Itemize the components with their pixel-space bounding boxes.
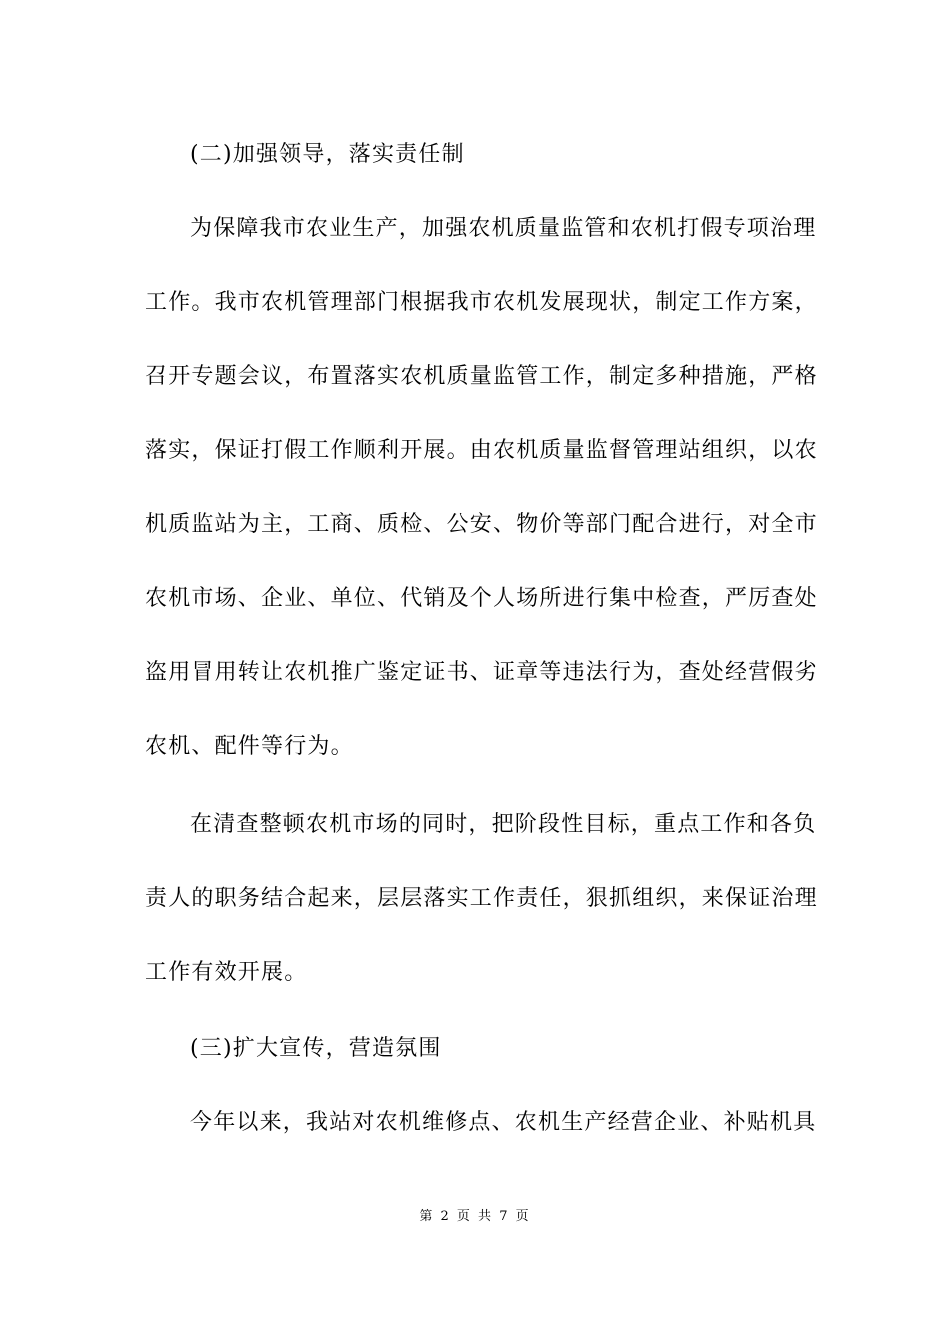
paragraph-1-line-1: 为保障我市农业生产，加强农机质量监管和农机打假专项治理 (190, 216, 817, 241)
section-heading-2: (二)加强领导，落实责任制 (190, 142, 465, 167)
paragraph-2-line-1: 在清查整顿农机市场的同时，把阶段性目标，重点工作和各负 (190, 812, 817, 837)
paragraph-1-line-4: 落实，保证打假工作顺利开展。由农机质量监督管理站组织，以农 (145, 438, 818, 463)
paragraph-1-line-6: 农机市场、企业、单位、代销及个人场所进行集中检查，严厉查处 (145, 586, 818, 611)
section-heading-3: (三)扩大宣传，营造氛围 (190, 1036, 442, 1061)
paragraph-1-line-8: 农机、配件等行为。 (145, 734, 354, 759)
paragraph-2-line-2: 责人的职务结合起来，层层落实工作责任，狠抓组织，来保证治理 (145, 886, 818, 911)
paragraph-1-line-7: 盗用冒用转让农机推广鉴定证书、证章等违法行为，查处经营假劣 (145, 660, 818, 685)
paragraph-1-line-3: 召开专题会议，布置落实农机质量监管工作，制定多种措施，严格 (145, 364, 818, 389)
page-number-footer: 第 2 页 共 7 页 (419, 1209, 531, 1224)
paragraph-3-line-1: 今年以来，我站对农机维修点、农机生产经营企业、补贴机具 (190, 1110, 817, 1135)
paragraph-1-line-5: 机质监站为主，工商、质检、公安、物价等部门配合进行，对全市 (145, 512, 818, 537)
paragraph-2-line-3: 工作有效开展。 (145, 960, 308, 985)
paragraph-1-line-2: 工作。我市农机管理部门根据我市农机发展现状，制定工作方案， (145, 290, 818, 315)
